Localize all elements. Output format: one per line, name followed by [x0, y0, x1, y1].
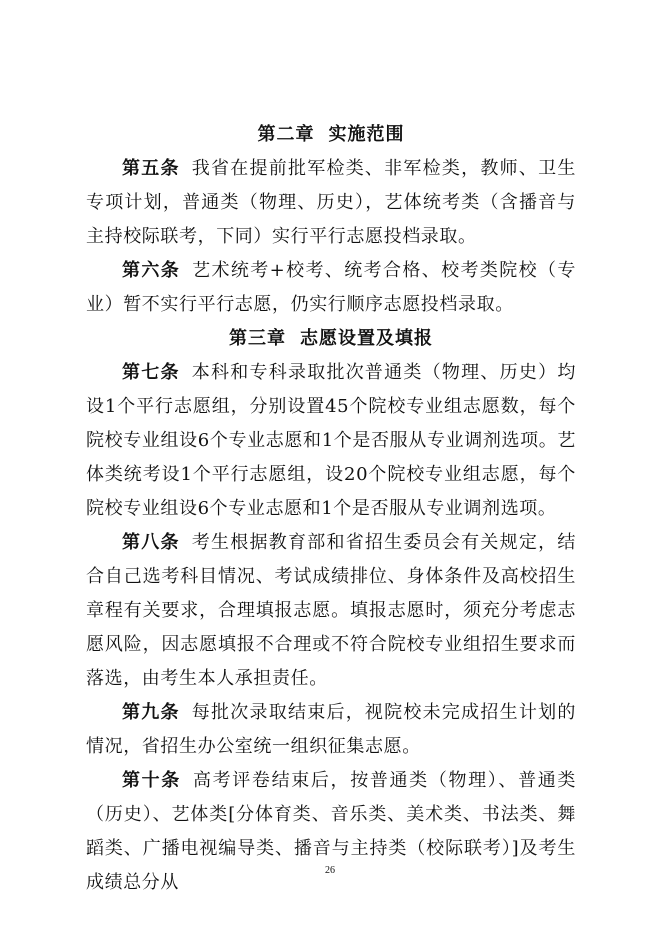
article-text: 艺术统考+校考、统考合格、校考类院校（专业）暂不实行平行志愿，仍实行顺序志愿投档录取。	[86, 260, 576, 315]
chapter-heading-2	[86, 118, 576, 152]
article-text: 考生根据教育部和省招生委员会有关规定，结合自己选考科目情况、考试成绩排位、身体条件及高校招生章程有关要求，合理填报志愿。填报志愿时，须充分考虑志愿风险，因志愿填报不合理或不符合院校专业组招生要求而落选，由考生本人承担责任。	[86, 532, 576, 689]
article-lead: 第九条	[122, 702, 180, 723]
article-lead: 第十条	[122, 770, 181, 791]
chapter-heading-3	[86, 322, 576, 356]
article-10	[86, 764, 576, 900]
article-8	[86, 526, 576, 696]
article-9	[86, 696, 576, 764]
chapter-number: 第二章	[257, 124, 315, 145]
article-lead: 第八条	[122, 532, 180, 553]
article-5	[86, 152, 576, 254]
article-lead: 第五条	[122, 158, 180, 179]
article-lead: 第七条	[122, 362, 180, 383]
article-lead: 第六条	[122, 260, 181, 281]
chapter-number: 第三章	[229, 328, 286, 349]
article-6	[86, 254, 576, 322]
article-text: 高考评卷结束后，按普通类（物理）、普通类（历史）、艺体类[分体育类、音乐类、美术类、书法类、舞蹈类、广播电视编导类、播音与主持类（校际联考）]及考生成绩总分从	[86, 770, 576, 893]
page-body	[86, 118, 576, 900]
article-7	[86, 356, 576, 526]
page-number: 26	[325, 865, 335, 876]
article-text: 本科和专科录取批次普通类（物理、历史）均设1个平行志愿组，分别设置45个院校专业组志愿数，每个院校专业组设6个专业志愿和1个是否服从专业调剂选项。艺体类统考设1个平行志愿组，设20个院校专业组志愿，每个院校专业组设6个专业志愿和1个是否服从专业调剂选项。	[86, 362, 576, 519]
article-text: 我省在提前批军检类、非军检类，教师、卫生专项计划，普通类（物理、历史），艺体统考类（含播音与主持校际联考，下同）实行平行志愿投档录取。	[86, 158, 576, 247]
chapter-title: 实施范围	[328, 124, 405, 145]
article-text: 每批次录取结束后，视院校未完成招生计划的情况，省招生办公室统一组织征集志愿。	[86, 702, 576, 757]
chapter-title: 志愿设置及填报	[300, 328, 433, 349]
